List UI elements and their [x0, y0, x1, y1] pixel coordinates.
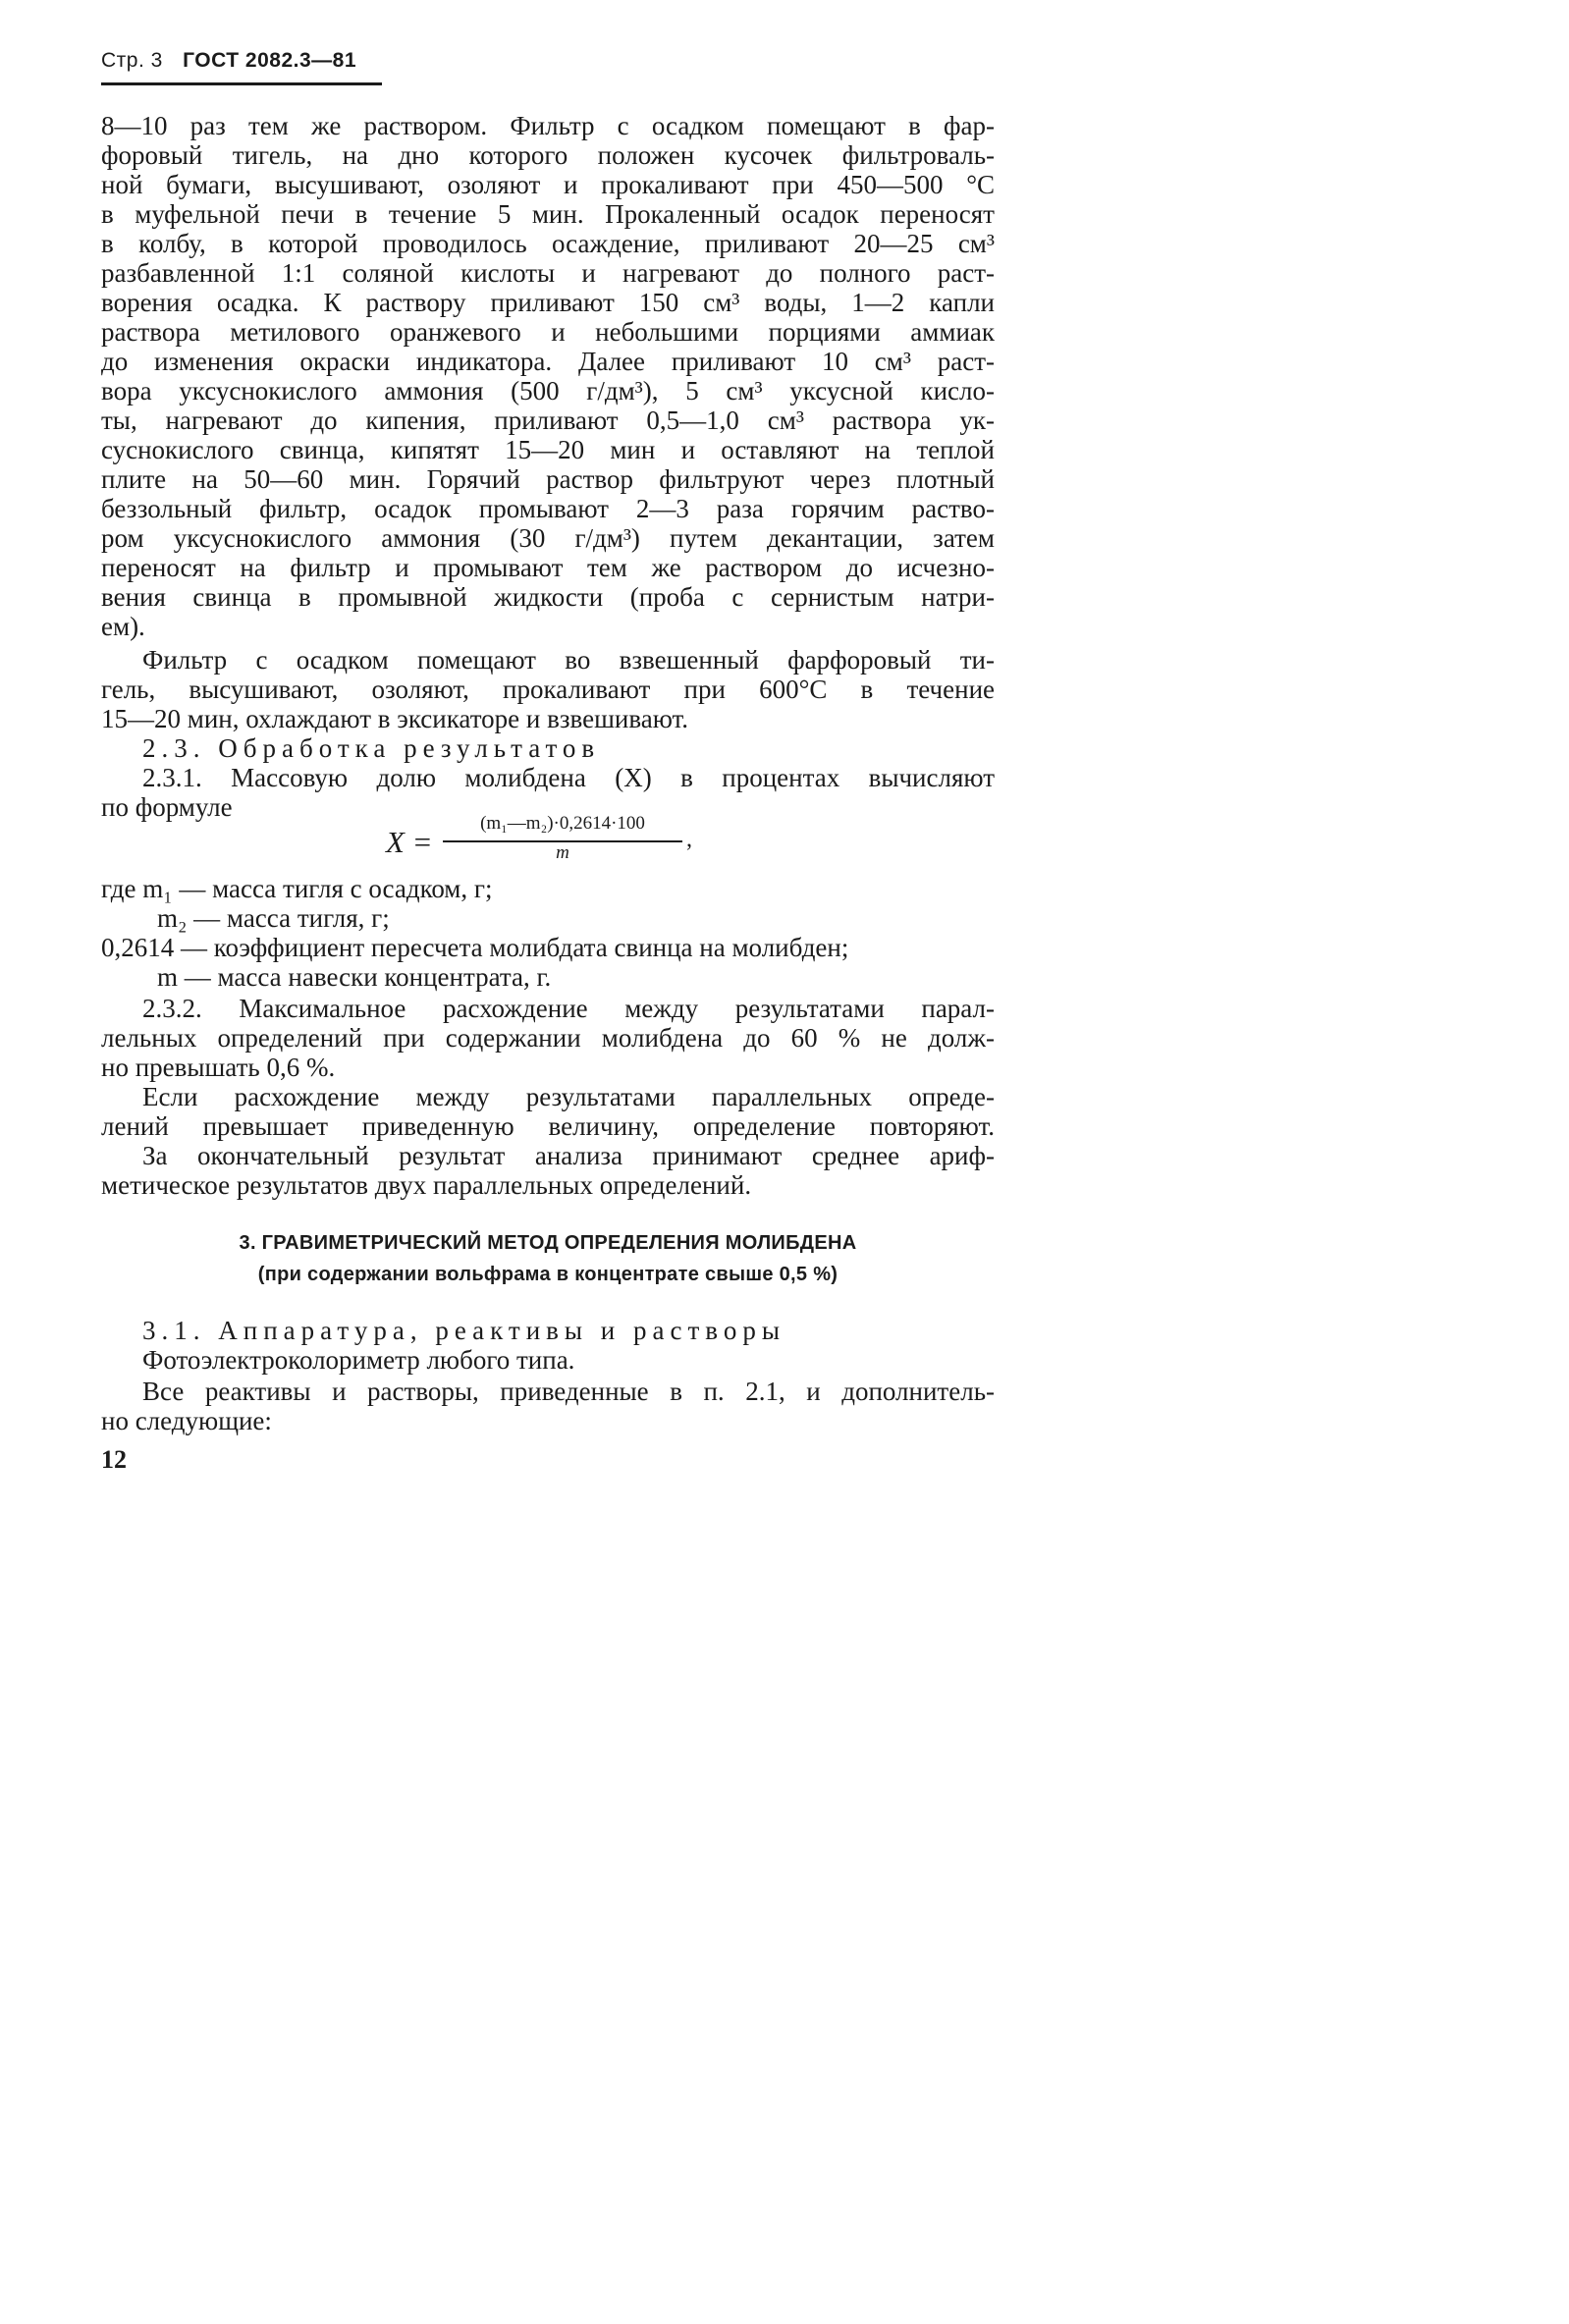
document-page — [0, 0, 1032, 1567]
text-line: Фильтр с осадком помещают во взвешенный фарфоровый ти- — [142, 645, 995, 675]
text-line: но следующие: — [101, 1406, 272, 1435]
formula-numerator: (m₁—m₂)·0,2614·100 — [480, 813, 645, 834]
text-line: в муфельной печи в течение 5 мин. Прокаленный осадок переносят — [101, 199, 995, 229]
variable-definition: m₂ — масса тигля, г; — [157, 903, 390, 933]
text-line: За окончательный результат анализа принимают среднее ариф- — [142, 1141, 995, 1170]
header-rule — [101, 82, 382, 85]
text-line: 2.3.1. Массовую долю молибдена (X) в процентах вычисляют — [142, 763, 995, 792]
text-line: в колбу, в которой проводилось осаждение, приливают 20—25 см³ — [101, 229, 995, 258]
text-line: гель, высушивают, озоляют, прокаливают при 600°С в течение — [101, 675, 995, 704]
text-line: ром уксуснокислого аммония (30 г/дм³) путем декантации, затем — [101, 523, 995, 553]
text-line: беззольный фильтр, осадок промывают 2—3 раза горячим раство- — [101, 494, 995, 523]
text-line: лений превышает приведенную величину, определение повторяют. — [101, 1111, 995, 1141]
text-line: Если расхождение между результатами параллельных опреде- — [142, 1082, 995, 1111]
text-line: лельных определений при содержании молибдена до 60 % не долж- — [101, 1023, 995, 1053]
variable-definition: где m₁ — масса тигля с осадком, г; — [101, 874, 493, 903]
page-number: 12 — [101, 1445, 127, 1474]
standard-code: ГОСТ 2082.3—81 — [183, 49, 357, 72]
text-line: разбавленной 1:1 соляной кислоты и нагревают до полного раст- — [101, 258, 995, 288]
subsection-heading: 3.1. Аппаратура, реактивы и растворы — [142, 1316, 785, 1345]
formula-comma: , — [686, 827, 692, 852]
text-line: метическое результатов двух параллельных определений. — [101, 1170, 752, 1200]
section-title: 3. ГРАВИМЕТРИЧЕСКИЙ МЕТОД ОПРЕДЕЛЕНИЯ МОЛИБДЕНА — [239, 1232, 857, 1254]
variable-definition: 0,2614 — коэффициент пересчета молибдата свинца на молибден; — [101, 933, 849, 962]
text-line: 15—20 мин, охлаждают в эксикаторе и взвешивают. — [101, 704, 689, 733]
page-header — [101, 49, 356, 73]
section-subtitle: (при содержании вольфрама в концентрате свыше 0,5 %) — [257, 1264, 839, 1285]
text-line: ем). — [101, 612, 145, 641]
text-line: до изменения окраски индикатора. Далее приливают 10 см³ раст- — [101, 347, 995, 376]
text-line: 8—10 раз тем же раствором. Фильтр с осадком помещают в фар- — [101, 111, 995, 140]
text-line: плите на 50—60 мин. Горячий раствор фильтруют через плотный — [101, 464, 995, 494]
text-line: переносят на фильтр и промывают тем же раствором до исчезно- — [101, 553, 995, 582]
text-line: вора уксуснокислого аммония (500 г/дм³), 5 см³ уксусной кисло- — [101, 376, 995, 405]
page-label: Стр. 3 — [101, 49, 163, 72]
text-line: но превышать 0,6 %. — [101, 1053, 336, 1082]
variable-definition: m — масса навески концентрата, г. — [157, 962, 552, 992]
text-line: 2.3.2. Максимальное расхождение между результатами парал- — [142, 994, 995, 1023]
formula-denominator: m — [556, 842, 569, 863]
text-line: ты, нагревают до кипения, приливают 0,5—1,0 см³ раствора ук- — [101, 405, 995, 435]
text-line: суснокислого свинца, кипятят 15—20 мин и оставляют на теплой — [101, 435, 995, 464]
text-line: Фотоэлектроколориметр любого типа. — [142, 1345, 575, 1375]
subsection-heading: 2.3. Обработка результатов — [142, 733, 601, 763]
formula-lhs: X = — [386, 825, 433, 859]
text-line: форовый тигель, на дно которого положен кусочек фильтроваль- — [101, 140, 995, 170]
text-line: раствора метилового оранжевого и небольшими порциями аммиак — [101, 317, 995, 347]
text-line: вения свинца в промывной жидкости (проба с сернистым натри- — [101, 582, 995, 612]
text-line: ворения осадка. К раствору приливают 150 см³ воды, 1—2 капли — [101, 288, 995, 317]
text-line: по формуле — [101, 792, 233, 822]
text-line: ной бумаги, высушивают, озоляют и прокаливают при 450—500 °С — [101, 170, 995, 199]
formula — [386, 807, 720, 876]
text-line: Все реактивы и растворы, приведенные в п. 2.1, и дополнитель- — [142, 1377, 995, 1406]
